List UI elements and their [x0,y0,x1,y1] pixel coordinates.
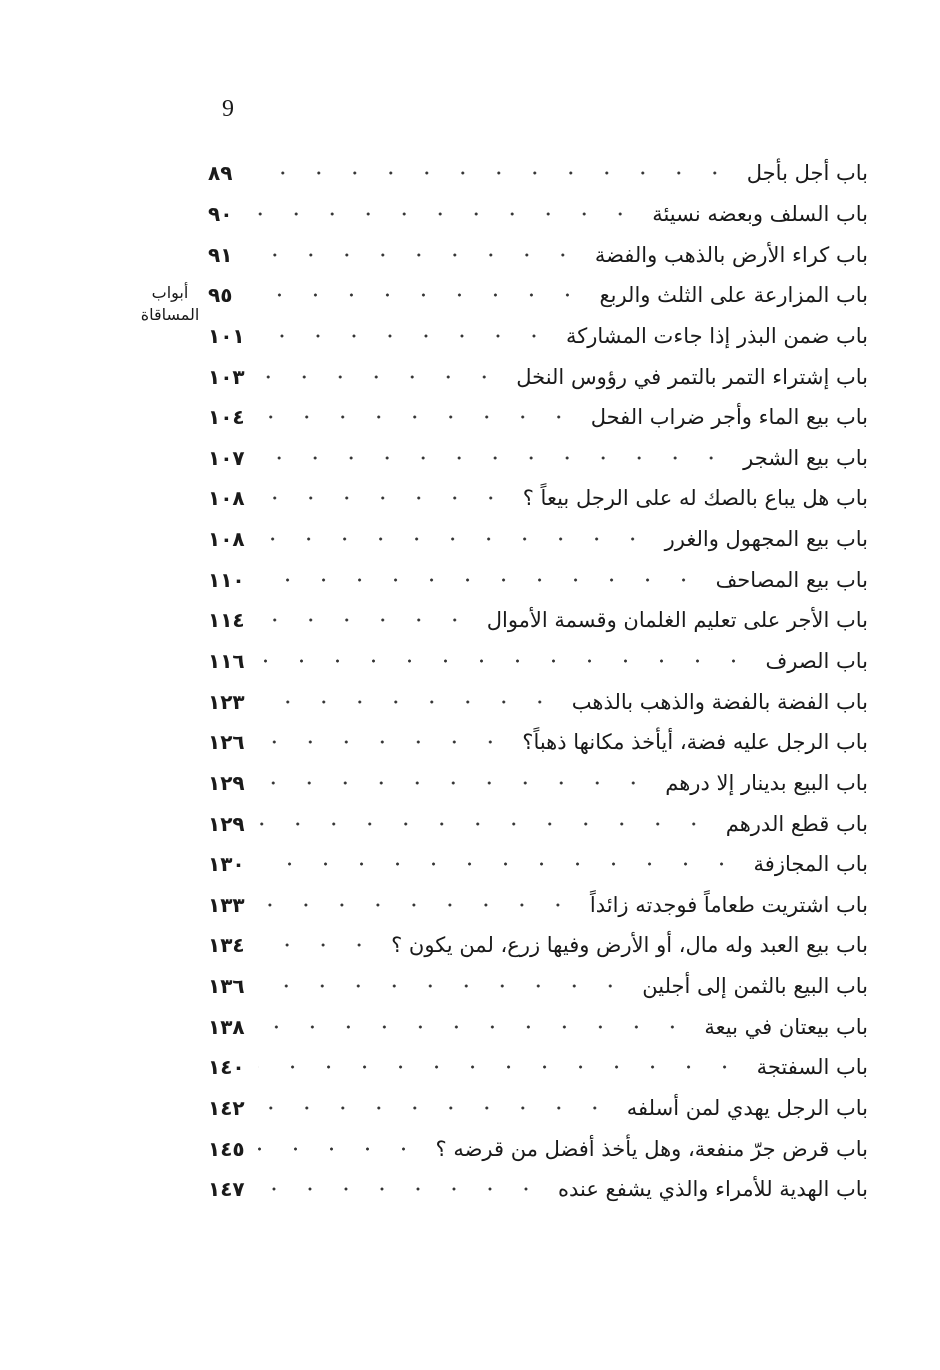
toc-entry-page: ١٣٣ [208,892,245,917]
dot-leader [258,212,638,216]
toc-entry [208,559,868,600]
dot-leader [258,740,508,744]
dot-leader [258,456,729,460]
toc-entry [208,356,868,397]
toc-entry-title: باب قرض جرّ منفعة، وهل يأخذ أفضل من قرضه ؟ [435,1136,868,1161]
toc-entry-page: ١١٦ [208,649,245,673]
toc-entry-page: ١٢٦ [208,730,245,755]
toc-entry-page: ٩١ [208,242,233,267]
toc-entry-title: باب الرجل يهدي لمن أسلفه [626,1096,868,1121]
toc-entry-page: ١٠١ [208,323,245,348]
toc-entry-title: باب بيع الشجر [743,445,868,470]
toc-entry [208,194,868,235]
toc-entry-page: ٨٩ [208,161,233,186]
dot-leader [258,862,740,866]
toc-entry-page: ٩٥ [208,283,233,308]
toc-entry-title: باب المزارعة على الثلث والربع [599,283,868,308]
side-note [136,282,204,326]
toc-entry-title: باب الهدية للأمراء والذي يشفع عنده [557,1177,868,1202]
toc-entry-title: باب بيع المصاحف [715,567,868,592]
toc-entry-page: ١٣٠ [208,852,245,877]
toc-entry [208,519,868,560]
toc-entry-page: ١١٠ [208,567,245,592]
toc-entry [208,722,868,763]
toc-entry-page: ١٣٤ [208,933,245,958]
dot-leader [258,253,581,257]
toc-entry-page: ١٠٣ [208,364,245,389]
toc-entry [208,803,868,844]
toc-entry-page: ٩٠ [208,201,233,226]
dot-leader [258,1106,613,1110]
toc-entry-title: باب المجازفة [753,852,868,877]
toc-entry-title: باب إشتراء التمر بالتمر في رؤوس النخل [516,364,868,389]
toc-entry-title: باب البيع بدينار إلا درهم [665,770,868,795]
table-of-contents [208,153,868,1210]
toc-entry [208,681,868,722]
toc-entry [208,1006,868,1047]
toc-entry-page: ١٣٨ [208,1014,245,1039]
toc-entry-page: ١٣٦ [208,974,245,999]
toc-entry-title: باب قطع الدرهم [725,811,868,836]
toc-entry [208,600,868,641]
toc-entry-title: باب بيع المجهول والغرر [664,527,868,552]
dot-leader [258,537,651,541]
dot-leader [258,293,585,297]
toc-entry [208,1169,868,1210]
toc-entry-title: باب هل يباع بالصك له على الرجل بيعاً ؟ [522,486,868,511]
toc-entry-title: باب السفتجة [756,1055,868,1080]
dot-leader [258,1065,743,1069]
toc-entry-page: ١٤٠ [208,1055,245,1080]
toc-entry [208,641,868,682]
dot-leader [258,618,473,622]
toc-entry-title: باب اشتريت طعاماً فوجدته زائداً [589,892,868,917]
dot-leader [258,496,509,500]
dot-leader [258,903,576,907]
toc-entry-page: ١١٤ [208,608,245,633]
toc-entry-title: باب كراء الأرض بالذهب والفضة [594,242,868,267]
toc-entry-title: باب الفضة بالفضة والذهب بالذهب [571,689,868,714]
dot-leader [258,375,502,379]
dot-leader [258,700,558,704]
toc-entry-title: باب بيع العبد وله مال، أو الأرض وفيها زرع، لمن يكون ؟ [391,933,868,958]
page-number: 9 [222,96,234,122]
toc-entry [208,316,868,357]
dot-leader [258,822,712,826]
toc-entry-page: ١٤٢ [208,1096,245,1121]
dot-leader [258,1187,544,1191]
toc-entry [208,885,868,926]
toc-entry-page: ١٢٣ [208,689,245,714]
dot-leader [258,334,552,338]
toc-entry-title: باب الرجل عليه فضة، أيأخذ مكانها ذهباً؟ [522,730,868,755]
toc-entry-title: باب أجل بأجل [746,161,868,186]
toc-entry [208,966,868,1007]
toc-entry [208,478,868,519]
toc-entry-page: ١٠٧ [208,445,245,470]
toc-entry-title: باب بيع الماء وأجر ضراب الفحل [590,405,868,430]
dot-leader [258,1147,422,1151]
dot-leader [258,943,377,947]
toc-entry [208,397,868,438]
toc-entry-title: باب السلف وبعضه نسيئة [652,201,868,226]
toc-entry-title: باب البيع بالثمن إلى أجلين [642,974,868,999]
dot-leader [258,781,651,785]
toc-entry [208,1088,868,1129]
toc-entry [208,844,868,885]
toc-entry [208,234,868,275]
toc-entry [208,763,868,804]
side-note-line-2: المساقاة [140,305,200,324]
dot-leader [258,1025,690,1029]
dot-leader [258,578,702,582]
dot-leader [258,171,733,175]
toc-entry-title: باب بيعتان في بيعة [704,1014,868,1039]
toc-entry [208,1047,868,1088]
toc-entry-title: باب ضمن البذر إذا جاءت المشاركة [565,323,868,348]
toc-entry [208,153,868,194]
toc-entry-page: ١٠٤ [208,405,245,430]
toc-entry-page: ١٢٩ [208,770,245,795]
toc-entry-page: ١٤٧ [208,1177,245,1202]
toc-entry-page: ١٤٥ [208,1136,245,1161]
toc-entry [208,275,868,316]
toc-entry-page: ١٢٩ [208,811,245,836]
toc-entry-page: ١٠٨ [208,486,245,511]
toc-entry-title: باب الصرف [765,649,868,673]
toc-entry-page: ١٠٨ [208,527,245,552]
dot-leader [258,415,577,419]
toc-entry [208,437,868,478]
dot-leader [258,984,628,988]
toc-entry [208,1128,868,1169]
toc-entry-title: باب الأجر على تعليم الغلمان وقسمة الأموال [486,608,868,633]
toc-entry [208,925,868,966]
dot-leader [258,659,752,663]
side-note-line-1: أبواب [151,283,189,302]
